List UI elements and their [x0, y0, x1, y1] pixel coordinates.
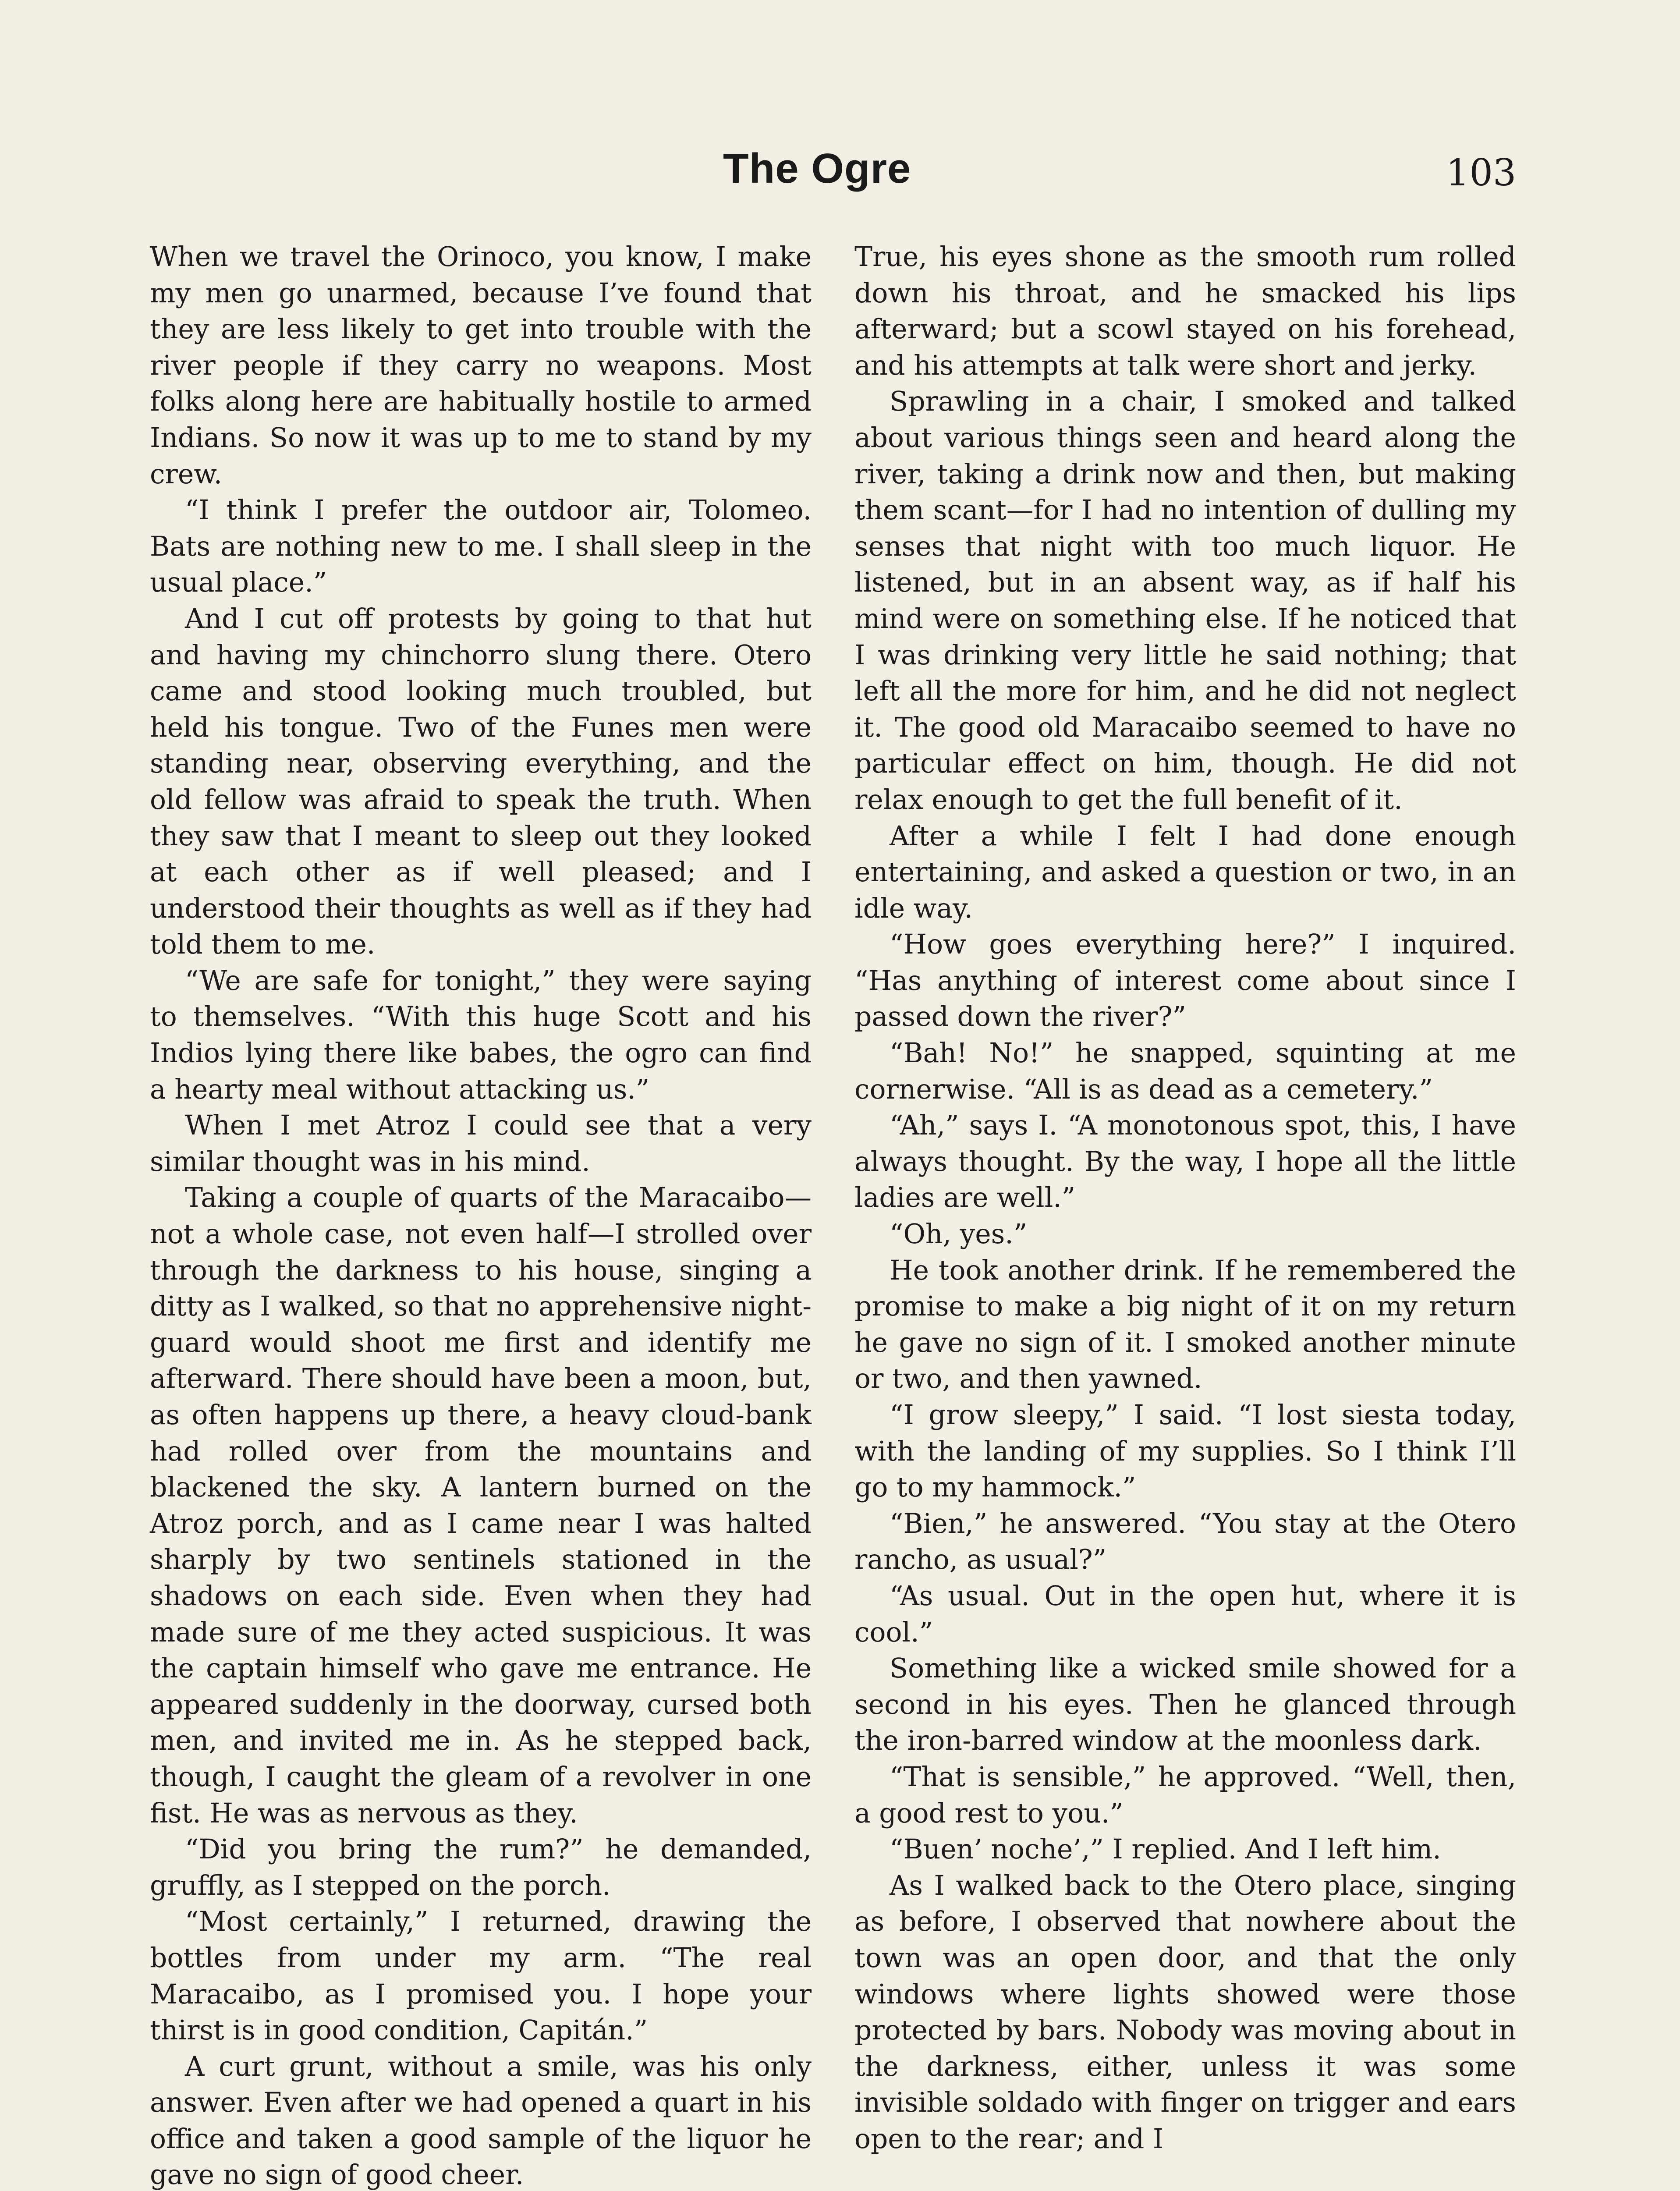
left-text-column	[150, 239, 812, 2191]
paragraph: When I met Atroz I could see that a very similar thought was in his mind.	[150, 1110, 812, 1177]
paragraph: “That is sensible,” he approved. “Well, then, a good rest to you.”	[854, 1761, 1516, 1829]
paragraph: When we travel the Orinoco, you know, I make my men go unarmed, because I’ve found that they are less likely to get into trouble with the river people if they carry no weapons. Most folks along here are habitually hostile to armed Indians. So now it was up to me to stand by my crew.	[150, 241, 812, 490]
paragraph: Something like a wicked smile showed for a second in his eyes. Then he glanced through the iron-barred window at the moonless dark.	[854, 1652, 1516, 1757]
paragraph: “Most certainly,” I returned, drawing the bottles from under my arm. “The real Maracaibo, as I promised you. I hope your thirst is in good condition, Capitán.”	[150, 1906, 812, 2046]
paragraph: As I walked back to the Otero place, singing as before, I observed that nowhere about the town was an open door, and that the only windows where lights showed were those protected by bars. Nobody was moving about in the darkness, either, unless it was some invisible soldado with finger on trigger and ears open to the rear; and I	[854, 1869, 1516, 2155]
paragraph: After a while I felt I had done enough entertaining, and asked a question or two, in an idle way.	[854, 820, 1516, 924]
paragraph: And I cut off protests by going to that hut and having my chinchorro slung there. Otero came and stood looking much troubled, but held his tongue. Two of the Funes men were standing near, observing everything, and the old fellow was afraid to speak the truth. When they saw that I meant to sleep out they looked at each other as if well pleased; and I understood their thoughts as well as if they had told them to me.	[150, 603, 812, 961]
paragraph: He took another drink. If he remembered the promise to make a big night of it on my return he gave no sign of it. I smoked another minute or two, and then yawned.	[854, 1254, 1516, 1395]
paragraph: “Bien,” he answered. “You stay at the Otero rancho, as usual?”	[854, 1507, 1516, 1576]
paragraph: A curt grunt, without a smile, was his only answer. Even after we had opened a quart in his office and taken a good sample of the liquor he gave no sign of good cheer.	[150, 2050, 812, 2191]
paragraph: “Did you bring the rum?” he demanded, gruffly, as I stepped on the porch.	[150, 1833, 812, 1901]
paragraph: “I grow sleepy,” I said. “I lost siesta today, with the landing of my supplies. So I think I’ll go to my hammock.”	[854, 1399, 1516, 1503]
paragraph: “We are safe for tonight,” they were saying to themselves. “With this huge Scott and his Indios lying there like babes, the ogro can find a hearty meal without attacking us.”	[150, 964, 812, 1105]
right-text-column	[854, 239, 1516, 2157]
paragraph: “Bah! No!” he snapped, squinting at me cornerwise. “All is as dead as a cemetery.”	[854, 1037, 1516, 1105]
paragraph: “Ah,” says I. “A monotonous spot, this, I have always thought. By the way, I hope all the little ladies are well.”	[854, 1110, 1516, 1214]
paragraph: Taking a couple of quarts of the Maracaibo—not a whole case, not even half—I strolled over through the darkness to his house, singing a ditty as I walked, so that no apprehensive night-guard would shoot me first and identify me afterward. There should have been a moon, but, as often happens up there, a heavy cloud-bank had rolled over from the mountains and blackened the sky. A lantern burned on the Atroz porch, and as I came near I was halted sharply by two sentinels stationed in the shadows on each side. Even when they had made sure of me they acted suspicious. It was the captain himself who gave me entrance. He appeared suddenly in the doorway, cursed both men, and invited me in. As he stepped back, though, I caught the gleam of a revolver in one fist. He was as nervous as they.	[150, 1182, 812, 1829]
paragraph: True, his eyes shone as the smooth rum rolled down his throat, and he smacked his lips afterward; but a scowl stayed on his forehead, and his attempts at talk were short and jerky.	[854, 241, 1516, 381]
page-number: 103	[1446, 151, 1517, 194]
paragraph: Sprawling in a chair, I smoked and talked about various things seen and heard along the river, taking a drink now and then, but making them scant—for I had no intention of dulling my senses that night with too much liquor. He listened, but in an absent way, as if half his mind were on something else. If he noticed that I was drinking very little he said nothing; that left all the more for him, and he did not neglect it. The good old Maracaibo seemed to have no particular effect on him, though. He did not relax enough to get the full benefit of it.	[854, 386, 1516, 815]
running-title: The Ogre	[723, 145, 911, 192]
paragraph: “Oh, yes.”	[890, 1218, 1028, 1250]
paragraph: “Buen’ noche’,” I replied. And I left him.	[890, 1833, 1441, 1865]
paragraph: “How goes everything here?” I inquired. “Has anything of interest come about since I passed down the river?”	[854, 929, 1516, 1033]
paragraph: “As usual. Out in the open hut, where it is cool.”	[854, 1580, 1516, 1648]
paragraph: “I think I prefer the outdoor air, Tolomeo. Bats are nothing new to me. I shall sleep in the usual place.”	[150, 494, 812, 599]
